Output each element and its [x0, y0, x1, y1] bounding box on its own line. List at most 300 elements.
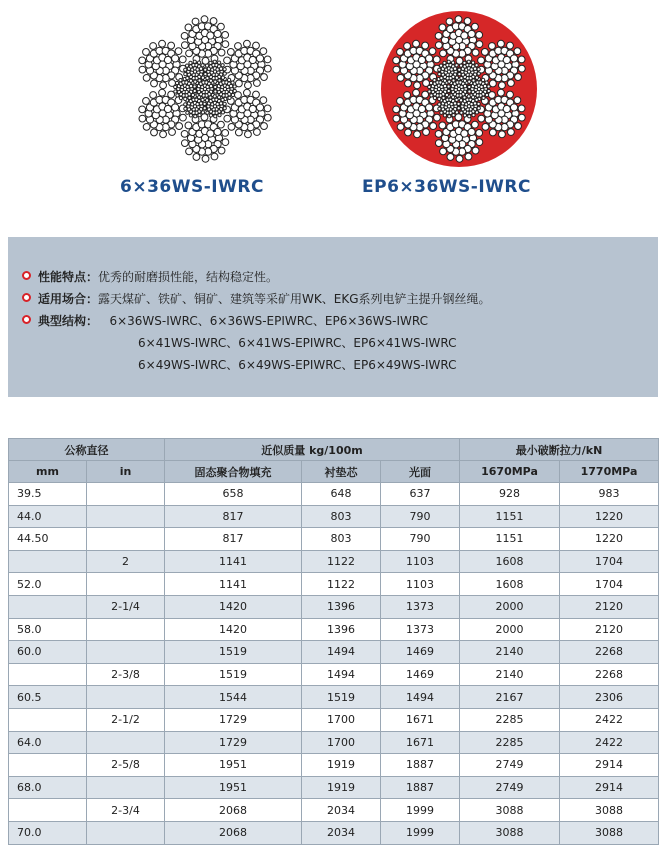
- wire: [440, 76, 443, 79]
- info-label: 性能特点：: [38, 270, 99, 284]
- header-diameter: 公称直径: [9, 439, 165, 461]
- cell-mm: [9, 595, 87, 618]
- wire: [184, 107, 187, 110]
- wire: [393, 106, 400, 113]
- cell-g1670: 1608: [460, 573, 560, 596]
- wire: [428, 90, 431, 93]
- cell-g1770: 2422: [560, 708, 659, 731]
- wire: [487, 89, 490, 92]
- info-row-performance: [38, 268, 278, 285]
- wire: [482, 96, 485, 99]
- wire: [235, 43, 242, 50]
- wire: [151, 80, 158, 87]
- wire: [463, 61, 466, 64]
- cell-g1770: 3088: [560, 799, 659, 822]
- wire: [423, 129, 430, 136]
- wire: [439, 64, 442, 67]
- cell-bright: 1999: [381, 821, 460, 844]
- wire: [209, 84, 212, 87]
- wire: [245, 131, 252, 138]
- header-grade-1770: 1770MPa: [560, 461, 659, 483]
- wire: [185, 24, 192, 31]
- wire: [507, 42, 514, 49]
- wire: [478, 57, 485, 64]
- cell-bright: 790: [381, 505, 460, 528]
- cell-g1670: 2749: [460, 776, 560, 799]
- rope-cross-section-plain: [126, 10, 284, 168]
- wire: [455, 98, 458, 101]
- cell-g1770: 1220: [560, 528, 659, 551]
- cell-g1670: 1608: [460, 550, 560, 573]
- wire: [435, 140, 442, 147]
- wire: [185, 64, 188, 67]
- wire: [179, 79, 182, 82]
- wire: [433, 79, 436, 82]
- cell-g1770: 2306: [560, 686, 659, 709]
- wire: [204, 73, 207, 76]
- wire: [218, 79, 221, 82]
- cell-mm: 58.0: [9, 618, 87, 641]
- wire: [440, 148, 447, 155]
- wire: [224, 57, 231, 64]
- cell-lined: 1122: [302, 550, 381, 573]
- wire: [458, 73, 461, 76]
- cell-solid: 2068: [165, 799, 302, 822]
- wire: [439, 24, 446, 31]
- cell-in: [87, 731, 165, 754]
- cell-g1770: 3088: [560, 821, 659, 844]
- cell-bright: 1103: [381, 573, 460, 596]
- wire: [193, 60, 196, 63]
- wire: [210, 18, 217, 25]
- wire: [487, 85, 490, 88]
- cell-solid: 1729: [165, 731, 302, 754]
- wire: [434, 114, 441, 121]
- wire: [206, 111, 209, 114]
- cell-mm: 64.0: [9, 731, 87, 754]
- wire: [514, 97, 521, 104]
- cell-g1770: 2268: [560, 641, 659, 664]
- wire: [201, 76, 204, 79]
- cell-bright: 790: [381, 528, 460, 551]
- cell-solid: 1729: [165, 708, 302, 731]
- wire: [253, 91, 260, 98]
- cell-in: 2-5/8: [87, 754, 165, 777]
- wire: [202, 57, 209, 64]
- cell-g1670: 2749: [460, 754, 560, 777]
- wire: [440, 50, 447, 57]
- wire: [159, 40, 166, 47]
- wire: [485, 93, 488, 96]
- wire: [476, 129, 483, 136]
- table-row: [9, 483, 659, 506]
- cell-in: [87, 641, 165, 664]
- wire: [264, 114, 271, 121]
- wire: [426, 104, 433, 111]
- wire: [174, 85, 177, 88]
- cell-lined: 803: [302, 528, 381, 551]
- wire: [143, 98, 150, 105]
- wire: [218, 114, 221, 117]
- cell-lined: 803: [302, 505, 381, 528]
- spec-table: [8, 438, 659, 845]
- wire: [464, 18, 471, 25]
- wire: [453, 67, 456, 70]
- info-text: 优秀的耐磨损性能，结构稳定性。: [98, 270, 279, 284]
- wire: [209, 61, 212, 64]
- cell-mm: [9, 708, 87, 731]
- wire: [223, 102, 226, 105]
- bullet-icon: [22, 293, 31, 302]
- wire: [214, 85, 217, 88]
- cell-lined: 648: [302, 483, 381, 506]
- wire: [189, 61, 192, 64]
- wire: [433, 56, 440, 63]
- wire: [209, 79, 212, 82]
- cell-g1770: 2120: [560, 618, 659, 641]
- figure-caption-left: 6×36WS-IWRC: [120, 177, 264, 197]
- wire: [261, 123, 268, 130]
- wire: [489, 129, 496, 136]
- cell-g1670: 1151: [460, 505, 560, 528]
- wire: [197, 61, 200, 64]
- cell-g1670: 2285: [460, 731, 560, 754]
- wire: [422, 42, 429, 49]
- wire: [214, 80, 217, 83]
- wire: [445, 93, 448, 96]
- wire: [435, 130, 442, 137]
- wire: [443, 79, 446, 82]
- wire: [184, 103, 187, 106]
- wire: [472, 147, 479, 154]
- wire: [139, 66, 146, 73]
- rope-cross-section-plain-svg: [126, 10, 284, 168]
- wire: [405, 129, 412, 136]
- wire: [260, 97, 267, 104]
- wire: [448, 115, 451, 118]
- wire: [193, 154, 200, 161]
- cell-solid: 1420: [165, 595, 302, 618]
- wire: [447, 89, 450, 92]
- cell-g1670: 2140: [460, 641, 560, 664]
- wire: [468, 30, 475, 37]
- cell-lined: 1494: [302, 663, 381, 686]
- wire: [185, 122, 192, 129]
- wire: [204, 68, 207, 71]
- cell-bright: 1469: [381, 641, 460, 664]
- rope-cross-section-plastic-svg: [380, 10, 538, 168]
- wire: [478, 115, 485, 122]
- wire: [443, 114, 446, 117]
- wire: [184, 97, 187, 100]
- wire: [397, 98, 404, 105]
- cell-in: 2-1/2: [87, 708, 165, 731]
- wire: [414, 131, 421, 138]
- wire: [446, 18, 453, 25]
- wire: [468, 80, 471, 83]
- wire: [455, 111, 458, 114]
- wire: [199, 67, 202, 70]
- cell-mm: 60.0: [9, 641, 87, 664]
- wire: [201, 98, 204, 101]
- bullet-icon: [22, 315, 31, 324]
- cell-g1770: 2914: [560, 754, 659, 777]
- info-text: 露天煤矿、铁矿、铜矿、建筑等采矿用WK、EKG系列电铲主提升钢丝绳。: [98, 292, 491, 306]
- cell-bright: 1671: [381, 708, 460, 731]
- cell-mm: 68.0: [9, 776, 87, 799]
- wire: [472, 121, 479, 128]
- table-row: [9, 754, 659, 777]
- wire: [209, 114, 212, 117]
- wire: [472, 79, 475, 82]
- wire: [453, 102, 456, 105]
- cell-g1770: 1220: [560, 505, 659, 528]
- structure-line-2: 6×41WS-IWRC、6×41WS-EPIWRC、EP6×41WS-IWRC: [138, 336, 457, 350]
- wire: [221, 98, 224, 101]
- wire: [483, 84, 486, 87]
- wire: [468, 115, 471, 118]
- table-row: [9, 550, 659, 573]
- cell-lined: 1396: [302, 618, 381, 641]
- table-row: [9, 708, 659, 731]
- wire: [456, 155, 463, 162]
- wire: [186, 76, 189, 79]
- cell-lined: 2034: [302, 799, 381, 822]
- wire: [499, 131, 506, 138]
- wire: [211, 153, 218, 160]
- wire: [438, 107, 441, 110]
- wire: [175, 81, 178, 84]
- wire: [455, 16, 462, 23]
- cell-g1770: 2914: [560, 776, 659, 799]
- wire: [176, 94, 179, 97]
- wire: [184, 68, 187, 71]
- wire: [515, 74, 522, 81]
- wire: [439, 122, 446, 129]
- wire: [393, 115, 400, 122]
- header-strength: 最小破断拉力/kN: [460, 439, 659, 461]
- cell-g1670: 2285: [460, 708, 560, 731]
- wire: [518, 114, 525, 121]
- cell-lined: 1700: [302, 731, 381, 754]
- wire: [459, 64, 462, 67]
- info-text: 6×36WS-IWRC、6×36WS-EPIWRC、EP6×36WS-IWRC: [109, 314, 428, 328]
- wire: [507, 91, 514, 98]
- wire: [175, 48, 182, 55]
- wire: [213, 95, 216, 98]
- table-row: [9, 528, 659, 551]
- table-row: [9, 595, 659, 618]
- wire: [460, 76, 463, 79]
- cell-g1670: 2140: [460, 663, 560, 686]
- wire: [179, 96, 182, 99]
- wire: [481, 49, 488, 56]
- wire: [194, 115, 197, 118]
- wire: [228, 96, 231, 99]
- wire: [174, 90, 177, 93]
- wire: [472, 114, 475, 117]
- bullet-icon: [22, 271, 31, 280]
- wire: [217, 96, 220, 99]
- cell-in: [87, 528, 165, 551]
- wire: [209, 96, 212, 99]
- wire: [229, 84, 232, 87]
- cell-solid: 817: [165, 528, 302, 551]
- wire: [482, 123, 489, 130]
- wire: [184, 73, 187, 76]
- wire: [181, 140, 188, 147]
- cell-in: [87, 483, 165, 506]
- cell-lined: 1396: [302, 595, 381, 618]
- wire: [463, 96, 466, 99]
- cell-g1770: 2120: [560, 595, 659, 618]
- wire: [477, 68, 480, 71]
- cell-solid: 1420: [165, 618, 302, 641]
- wire: [254, 80, 261, 87]
- cell-mm: 70.0: [9, 821, 87, 844]
- wire: [455, 76, 458, 79]
- header-solid-polymer: 固态聚合物填充: [165, 461, 302, 483]
- header-in: in: [87, 461, 165, 483]
- wire: [217, 61, 220, 64]
- cell-in: [87, 686, 165, 709]
- wire: [244, 40, 251, 47]
- structure-line-3: 6×49WS-IWRC、6×49WS-EPIWRC、EP6×49WS-IWRC: [138, 358, 457, 372]
- wire: [214, 30, 221, 37]
- cell-g1770: 2422: [560, 731, 659, 754]
- wire: [475, 76, 478, 79]
- wire: [233, 85, 236, 88]
- wire: [438, 97, 441, 100]
- info-label: 适用场合：: [38, 292, 99, 306]
- info-panel: [8, 237, 658, 397]
- wire: [213, 60, 216, 63]
- wire: [448, 80, 451, 83]
- wire: [214, 90, 217, 93]
- wire: [159, 89, 166, 96]
- wire: [514, 48, 521, 55]
- wire: [228, 123, 235, 130]
- cell-g1670: 1151: [460, 528, 560, 551]
- wire: [475, 98, 478, 101]
- wire: [264, 105, 271, 112]
- wire: [199, 102, 202, 105]
- wire: [244, 89, 251, 96]
- wire: [218, 147, 225, 154]
- cell-g1670: 3088: [460, 799, 560, 822]
- table-row: [9, 799, 659, 822]
- wire: [413, 89, 420, 96]
- wire: [460, 111, 463, 114]
- wire: [214, 128, 221, 135]
- cell-g1670: 928: [460, 483, 560, 506]
- cell-in: 2-3/8: [87, 663, 165, 686]
- wire: [254, 129, 261, 136]
- cell-mm: [9, 799, 87, 822]
- wire: [485, 81, 488, 84]
- wire: [405, 80, 412, 87]
- cell-in: 2-3/4: [87, 799, 165, 822]
- wire: [201, 64, 204, 67]
- wire: [456, 57, 463, 64]
- wire: [426, 55, 433, 62]
- wire: [463, 79, 466, 82]
- table-row: [9, 573, 659, 596]
- cell-bright: 1887: [381, 754, 460, 777]
- cell-in: [87, 618, 165, 641]
- wire: [221, 76, 224, 79]
- wire: [180, 114, 187, 121]
- cell-bright: 1671: [381, 731, 460, 754]
- cell-g1770: 1704: [560, 573, 659, 596]
- cell-bright: 1887: [381, 776, 460, 799]
- wire: [440, 111, 443, 114]
- wire: [489, 43, 496, 50]
- wire: [205, 64, 208, 67]
- wire: [245, 82, 252, 89]
- wire: [404, 43, 411, 50]
- cell-g1670: 2167: [460, 686, 560, 709]
- wire: [476, 139, 483, 146]
- cell-lined: 1700: [302, 708, 381, 731]
- wire: [192, 18, 199, 25]
- cell-bright: 637: [381, 483, 460, 506]
- wire: [222, 129, 229, 136]
- header-mm: mm: [9, 461, 87, 483]
- wire: [260, 48, 267, 55]
- wire: [428, 85, 431, 88]
- cell-solid: 1519: [165, 641, 302, 664]
- cell-bright: 1373: [381, 618, 460, 641]
- wire: [433, 96, 436, 99]
- wire: [214, 115, 217, 118]
- cell-mm: 44.0: [9, 505, 87, 528]
- cell-solid: 1519: [165, 663, 302, 686]
- wire: [452, 79, 455, 82]
- wire: [442, 96, 445, 99]
- cell-mm: [9, 754, 87, 777]
- wire: [201, 111, 204, 114]
- wire: [203, 107, 206, 110]
- wire: [393, 66, 400, 73]
- wire: [189, 114, 192, 117]
- wire: [472, 23, 479, 30]
- cell-lined: 1494: [302, 641, 381, 664]
- wire: [194, 80, 197, 83]
- wire: [430, 123, 437, 130]
- wire: [188, 96, 191, 99]
- cell-solid: 1141: [165, 550, 302, 573]
- wire: [443, 61, 446, 64]
- wire: [447, 60, 450, 63]
- wire: [414, 82, 421, 89]
- wire: [224, 115, 231, 122]
- wire: [150, 43, 157, 50]
- cell-in: [87, 821, 165, 844]
- wire: [223, 107, 226, 110]
- cell-lined: 1519: [302, 686, 381, 709]
- table-row: [9, 776, 659, 799]
- figure-caption-right: EP6×36WS-IWRC: [362, 177, 531, 197]
- wire: [235, 129, 242, 136]
- wire: [508, 129, 515, 136]
- wire: [181, 32, 188, 39]
- cell-lined: 1919: [302, 754, 381, 777]
- wire: [191, 93, 194, 96]
- wire: [463, 114, 466, 117]
- wire: [510, 55, 517, 62]
- wire: [515, 123, 522, 130]
